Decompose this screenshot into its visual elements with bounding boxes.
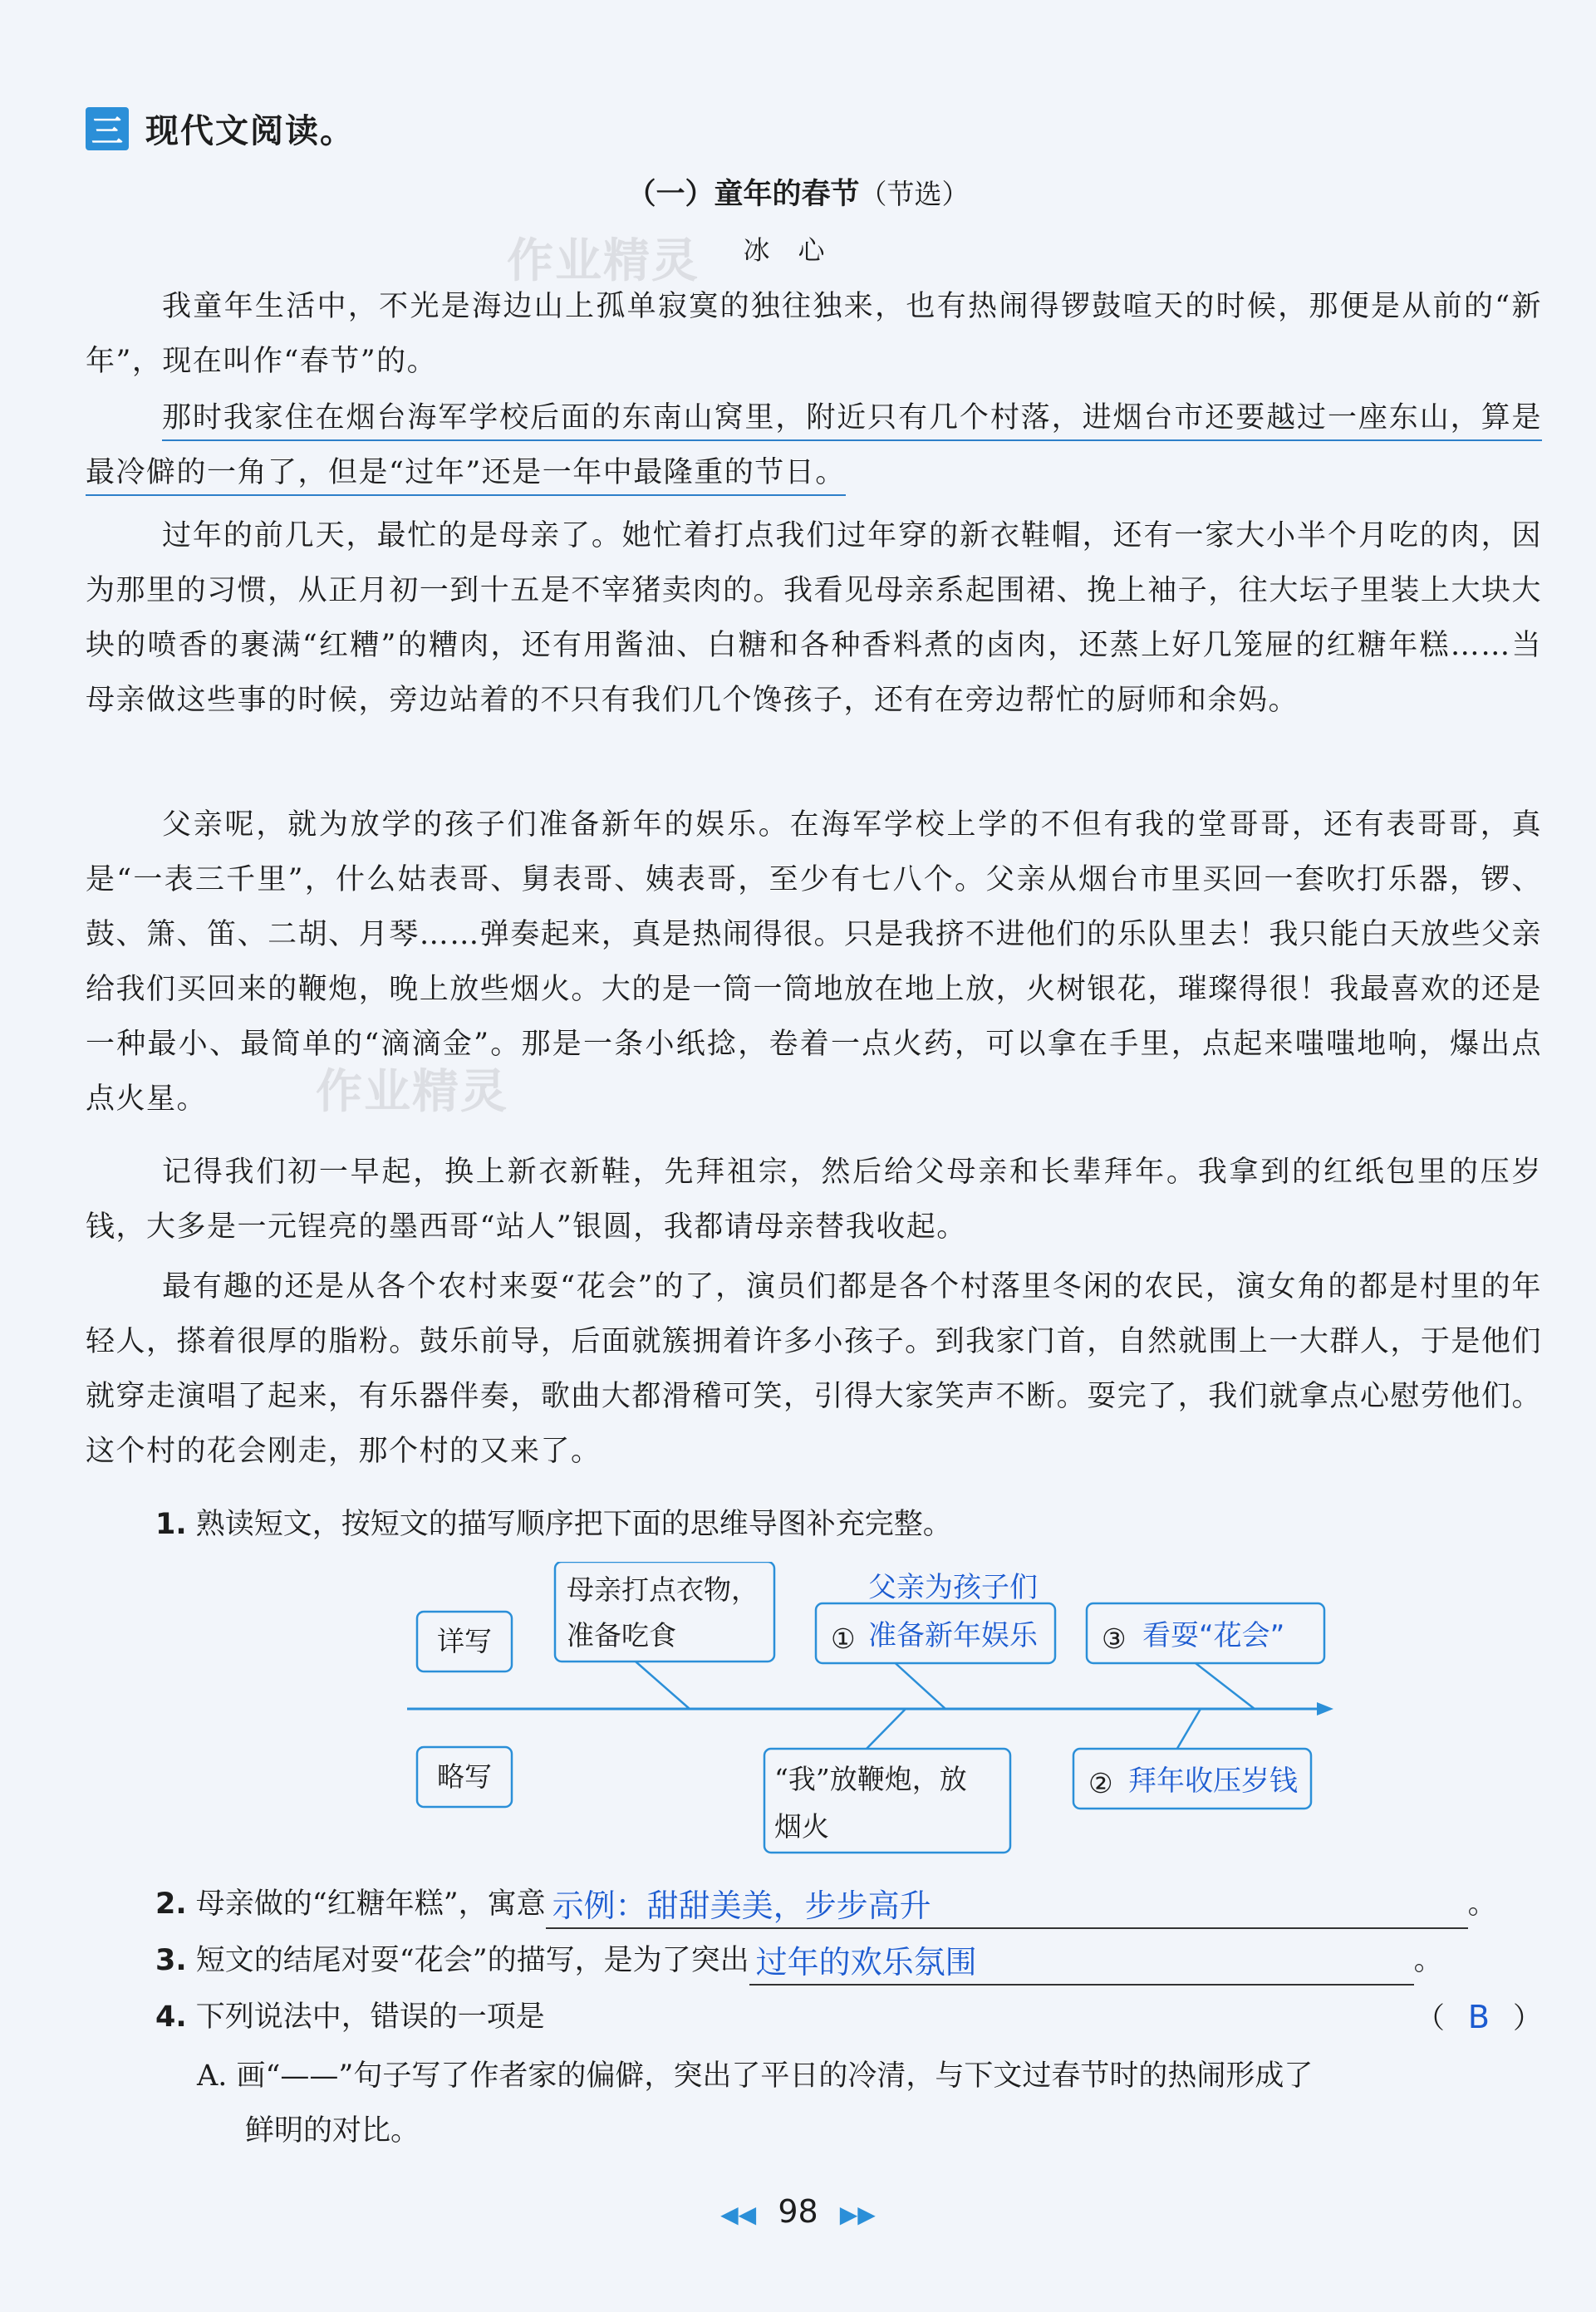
timeline-arrowhead	[1317, 1702, 1333, 1716]
question-3	[155, 1936, 1542, 1986]
passage-title	[0, 171, 1596, 213]
detail-label: 详写	[437, 1625, 492, 1657]
page-number: 98	[778, 2193, 818, 2230]
firecracker-box-line1: “我”放鞭炮，放	[774, 1763, 967, 1795]
brief-label: 略写	[437, 1760, 492, 1793]
blank-box-2-number: ②	[1088, 1767, 1113, 1799]
connector-line	[889, 1657, 945, 1709]
passage-author: 冰心	[743, 234, 853, 266]
section-badge: 三	[86, 107, 129, 150]
paragraph-1: 我童年生活中，不光是海边山上孤单寂寞的独往独来，也有热闹得锣鼓喧天的时候，那便是从前的“新年”，现在叫作“春节”的。	[86, 290, 1542, 378]
handwritten-choice: B	[1467, 1999, 1490, 2035]
connector-line	[636, 1662, 690, 1709]
answer-blank	[546, 1887, 1468, 1929]
section-title: 现代文阅读。	[145, 112, 355, 150]
option-a	[197, 2049, 1542, 2158]
option-a-line1: A. 画“——”句子写了作者家的偏僻，突出了平日的冷清，与下文过春节时的热闹形成了	[197, 2059, 1314, 2093]
passage-title-note: （节选）	[859, 178, 970, 210]
paragraph-4: 父亲呢，就为放学的孩子们准备新年的娱乐。在海军学校上学的不但有我的堂哥哥，还有表哥哥，真是“一表三千里”，什么姑表哥、舅表哥、姨表哥，至少有七八个。父亲从烟台市里买回一套吹打乐器，锣、鼓、箫、笛、二胡、月琴……弹奏起来，真是热闹得很。只是我挤不进他们的乐队里去！我只能白天放些父亲给我们买回来的鞭炮，晚上放些烟火。大的是一筒一筒地放在地上放，火树银花，璀璨得很！我最喜欢的还是一种最小、最简单的“滴滴金”。那是一条小纸捻，卷着一点火药，可以拿在手里，点起来嗤嗤地响，爆出点点火星。	[86, 808, 1542, 1116]
connector-line	[1188, 1657, 1255, 1709]
answer-box-3: 看耍“花会”	[1142, 1619, 1285, 1652]
answer-box-2: 拜年收压岁钱	[1128, 1765, 1298, 1798]
option-a-line2: 鲜明的对比。	[245, 2114, 420, 2148]
choice-answer	[1416, 1992, 1542, 2044]
paragraph-2	[86, 390, 1542, 500]
prev-page-icon: ◀◀	[720, 2201, 757, 2228]
question-number: 1.	[155, 1508, 187, 1541]
question-1	[155, 1500, 1542, 1549]
paragraph-3: 过年的前几天，最忙的是母亲了。她忙着打点我们过年穿的新衣鞋帽，还有一家大小半个月吃的肉，因为那里的习惯，从正月初一到十五是不宰猪卖肉的。我看见母亲系起围裙、挽上袖子，往大坛子里装上大块大块的喷香的裹满“红糟”的糟肉，还有用酱油、白糖和各种香料煮的卤肉，还蒸上好几笼屉的红糖年糕……当母亲做这些事的时候，旁边站着的不只有我们几个馋孩子，还有在旁边帮忙的厨师和余妈。	[86, 519, 1542, 717]
question-text: 短文的结尾对耍“花会”的描写，是为了突出	[195, 1944, 749, 1977]
paren-close: ）	[1512, 2002, 1542, 2035]
firecracker-box-line2: 烟火	[774, 1810, 829, 1843]
question-number: 3.	[155, 1944, 187, 1977]
section-header	[86, 105, 355, 152]
page-footer	[0, 2193, 1596, 2230]
connector-line	[1176, 1709, 1201, 1751]
question-end: 。	[1413, 1944, 1443, 1977]
watermark: 作业精灵	[507, 234, 700, 288]
answer-box-1-line2: 准备新年娱乐	[868, 1619, 1038, 1652]
question-number: 4.	[155, 2000, 187, 2034]
question-text: 下列说法中，错误的一项是	[195, 2000, 545, 2034]
handwritten-answer: 示例：甜甜美美，步步高升	[552, 1887, 931, 1924]
underlined-sentence: 那时我家住在烟台海军学校后面的东南山窝里，附近只有几个村落，进烟台市还要越过一座东山，算是最冷僻的一角了，但是“过年”还是一年中最隆重的节日。	[86, 401, 1542, 496]
connector-line	[864, 1709, 906, 1751]
question-end: 。	[1467, 1887, 1497, 1921]
blank-box-3-number: ③	[1102, 1622, 1127, 1655]
handwritten-answer: 过年的欢乐氛围	[755, 1944, 977, 1981]
mother-box-line2: 准备吃食	[567, 1619, 676, 1652]
paragraph-5: 记得我们初一早起，换上新衣新鞋，先拜祖宗，然后给父母亲和长辈拜年。我拿到的红纸包里的压岁钱，大多是一元锃亮的墨西哥“站人”银圆，我都请母亲替我收起。	[86, 1156, 1542, 1244]
mother-box-line1: 母亲打点衣物，	[567, 1573, 759, 1606]
next-page-icon: ▶▶	[839, 2201, 876, 2228]
question-number: 2.	[155, 1887, 187, 1921]
mind-map	[390, 1562, 1354, 1869]
question-4	[155, 1992, 1542, 2042]
question-text: 熟读短文，按短文的描写顺序把下面的思维导图补充完整。	[195, 1508, 952, 1541]
question-2	[155, 1879, 1542, 1929]
answer-box-1-line1: 父亲为孩子们	[868, 1571, 1038, 1604]
blank-box-1-number: ①	[831, 1622, 856, 1655]
question-text: 母亲做的“红糖年糕”，寓意	[195, 1887, 546, 1921]
passage-title-main: （一）童年的春节	[626, 177, 860, 211]
paren-open: （	[1415, 2002, 1445, 2035]
paragraph-6: 最有趣的还是从各个农村来耍“花会”的了，演员们都是各个村落里冬闲的农民，演女角的都是村里的年轻人，搽着很厚的脂粉。鼓乐前导，后面就簇拥着许多小孩子。到我家门首，自然就围上一大群人，于是他们就穿走演唱了起来，有乐器伴奏，歌曲大都滑稽可笑，引得大家笑声不断。耍完了，我们就拿点心慰劳他们。这个村的花会刚走，那个村的又来了。	[86, 1270, 1542, 1468]
watermark: 作业精灵	[316, 1065, 508, 1119]
answer-blank	[749, 1944, 1414, 1986]
